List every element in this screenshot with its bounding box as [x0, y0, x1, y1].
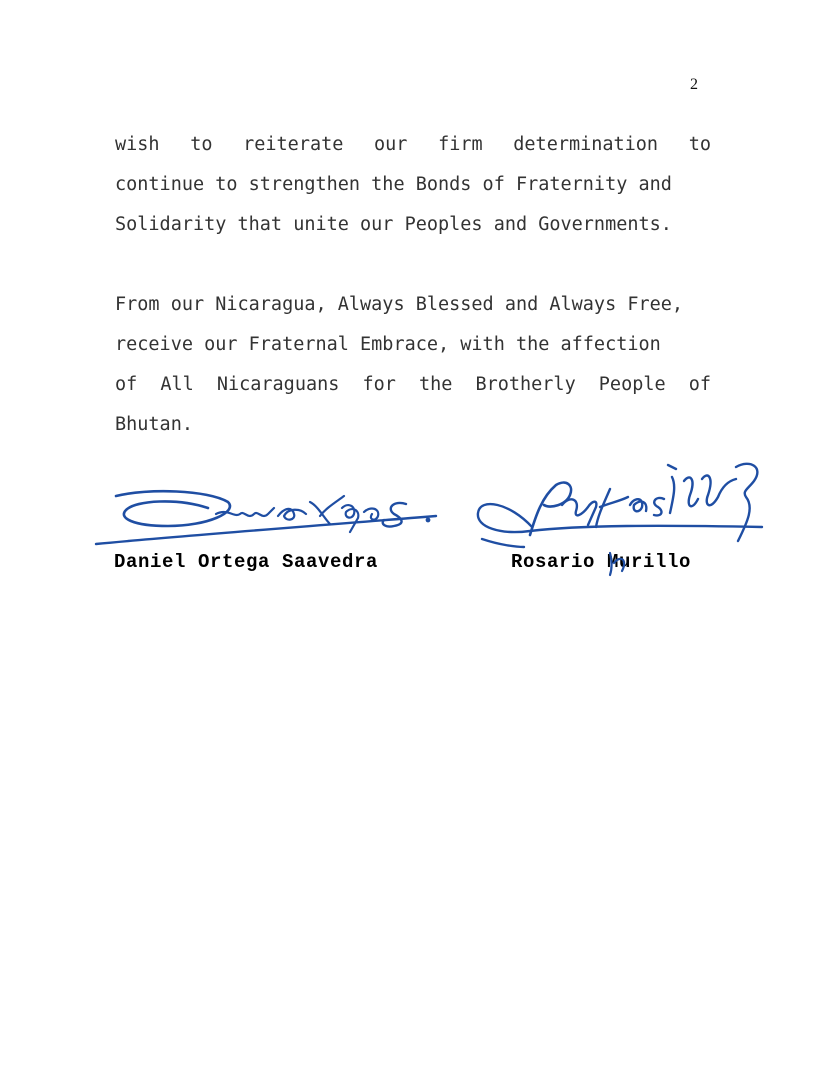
word: our — [374, 134, 408, 155]
word: to — [688, 134, 711, 155]
word: People — [598, 374, 666, 395]
word: firm — [438, 134, 483, 155]
word: of — [115, 374, 138, 395]
page-number: 2 — [690, 76, 698, 93]
paragraph-1-line-3: Solidarity that unite our Peoples and Governments. — [115, 214, 672, 235]
paragraph-1-line-1 — [115, 125, 711, 165]
word: wish — [115, 134, 160, 155]
letter-paragraph-1 — [115, 125, 711, 245]
word: reiterate — [243, 134, 344, 155]
paragraph-2-line-1: From our Nicaragua, Always Blessed and Always Free, — [115, 294, 684, 315]
word: Nicaraguans — [216, 374, 340, 395]
paragraph-2-line-3 — [115, 365, 711, 405]
signatory-name-ortega: Daniel Ortega Saavedra — [114, 551, 379, 573]
word: the — [418, 374, 453, 395]
paragraph-1-line-2: continue to strengthen the Bonds of Fraternity and — [115, 174, 672, 195]
word: determination — [513, 134, 659, 155]
signature-ortega — [88, 478, 448, 558]
word: for — [362, 374, 396, 395]
paragraph-2-line-4: Bhutan. — [115, 414, 193, 435]
word: All — [160, 374, 194, 395]
letter-paragraph-2 — [115, 285, 711, 445]
signature-murillo — [470, 455, 770, 585]
signatory-name-murillo: Rosario Murillo — [511, 551, 692, 573]
word: Brotherly — [475, 374, 576, 395]
word: to — [190, 134, 213, 155]
word: of — [688, 374, 711, 395]
paragraph-2-line-2: receive our Fraternal Embrace, with the affection — [115, 334, 661, 355]
